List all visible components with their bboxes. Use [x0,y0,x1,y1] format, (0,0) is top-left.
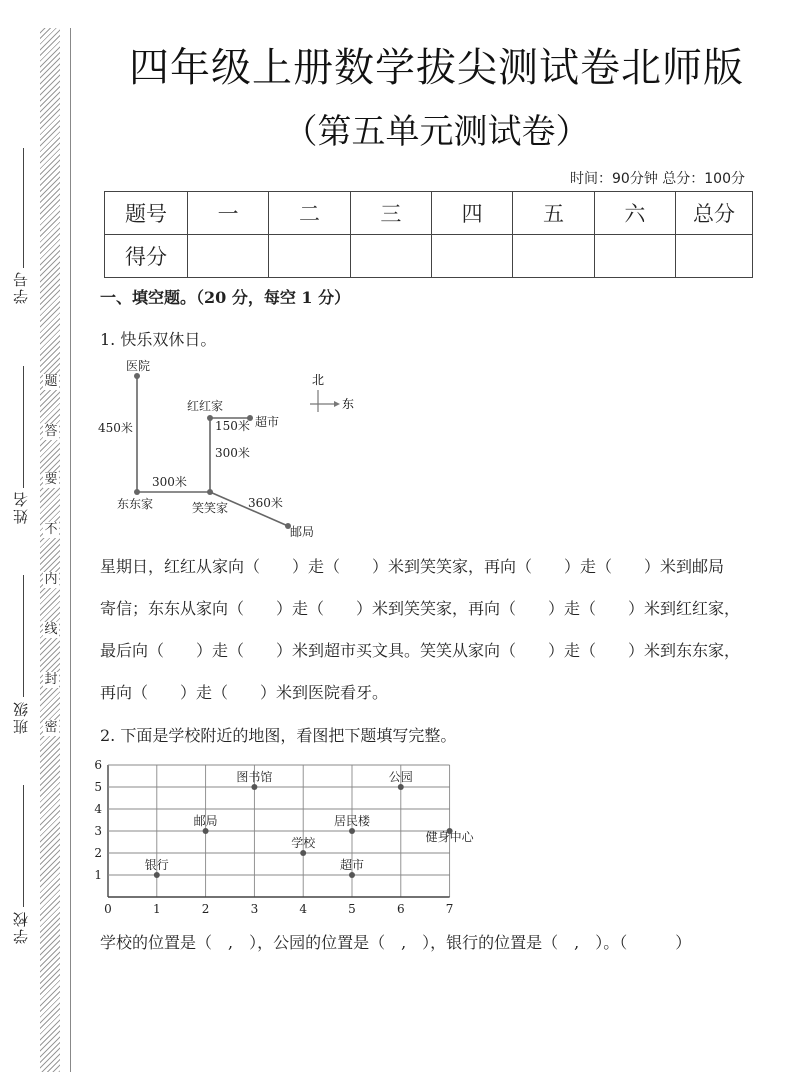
distance-300-vertical-label: 300米 [215,446,250,460]
section-heading: 一、填空题。（20 分，每空 1 分） [100,288,351,307]
seal-char: 要 [44,472,58,487]
map-point-marker [300,850,306,856]
class-label: 班级 [12,700,30,734]
map-point-label: 图书馆 [236,770,273,784]
y-tick-label: 4 [94,802,102,816]
x-tick-label: 5 [348,902,356,916]
compass [310,373,354,412]
score-cell[interactable] [676,235,753,278]
x-tick-label: 0 [104,902,112,916]
seal-char: 不 [44,522,58,537]
map-point-label: 公园 [388,770,413,784]
school-map-chart [92,754,482,916]
score-row-label: 得分 [105,235,188,278]
question-1-line: 最后向（ ）走（ ）米到超市买文具。笑笑从家向（ ）走（ ）米到东东家， [100,641,741,660]
east-label: 东 [342,397,355,411]
y-tick-label: 3 [94,824,102,838]
y-tick-label: 2 [94,846,102,860]
map-point-marker [349,872,355,878]
seal-char: 题 [44,374,58,389]
xiaoxiao-marker [207,489,213,495]
map-point-marker [349,828,355,834]
distance-300-horizontal-label: 300米 [152,475,187,489]
binding-margin [0,0,80,1072]
page-title: 四年级上册数学拔尖测试卷北师版 [129,45,744,91]
xiaoxiao-label: 笑笑家 [192,501,229,515]
school-line [23,785,24,907]
distance-150-label: 150米 [215,419,250,433]
seal-char: 答 [44,424,58,439]
table-header-cell: 题号 [105,192,188,235]
table-header-cell: 三 [350,192,431,235]
score-cell[interactable] [350,235,431,278]
map-point-label: 健身中心 [425,830,474,844]
x-tick-label: 4 [299,902,308,916]
east-arrow-icon [334,401,340,407]
map-point-label: 超市 [339,858,365,872]
x-tick-label: 6 [396,902,405,916]
x-tick-label: 2 [201,902,210,916]
question-1-line: 再向（ ）走（ ）米到医院看牙。 [100,683,389,702]
seal-char: 内 [44,572,58,587]
seal-char: 线 [44,622,58,637]
distance-450-label: 450米 [98,421,133,435]
student-id-label: 学号 [12,270,30,304]
question-2-text: 学校的位置是（ , ），公园的位置是（ , ），银行的位置是（ , ）。（ ） [100,933,692,952]
score-table-score-row [105,235,753,278]
map-point-marker [398,784,404,790]
question-1-line: 星期日，红红从家向（ ）走（ ）米到笑笑家，再向（ ）走（ ）米到邮局 [100,557,725,576]
question-1-prompt: 1. 快乐双休日。 [100,330,217,349]
binding-line [70,28,71,1072]
dongdong-marker [134,489,140,495]
class-line [23,575,24,697]
binding-hatch [40,28,60,1072]
name-label: 姓名 [12,490,30,524]
map-point-label: 学校 [291,836,316,850]
y-tick-label: 1 [94,868,102,882]
map-point-label: 居民楼 [333,814,371,828]
table-header-cell: 二 [269,192,350,235]
map-point-label: 邮局 [193,814,218,828]
honghong-marker [207,415,213,421]
time-info: 时间：90分钟 总分：100分 [570,171,745,187]
honghong-label: 红红家 [187,399,224,413]
hospital-label: 医院 [126,359,151,373]
map-point-marker [203,828,209,834]
student-id-line [23,148,24,268]
score-cell[interactable] [269,235,350,278]
score-table [104,191,753,278]
seal-char: 密 [44,720,58,735]
table-header-cell: 总分 [676,192,753,235]
table-header-cell: 一 [188,192,269,235]
supermarket-label: 超市 [255,415,280,429]
score-cell[interactable] [594,235,675,278]
y-tick-label: 6 [94,758,102,772]
table-header-cell: 四 [431,192,512,235]
name-line [23,366,24,488]
post-label: 邮局 [290,525,315,539]
map-point-label: 银行 [144,858,169,872]
score-cell[interactable] [188,235,269,278]
page-subtitle: （第五单元测试卷） [283,112,590,152]
map-point-marker [251,784,257,790]
seal-char: 封 [44,672,58,687]
dongdong-label: 东东家 [117,497,154,511]
route-diagram [90,352,370,548]
score-cell[interactable] [431,235,512,278]
table-header-cell: 五 [513,192,594,235]
y-tick-label: 5 [94,780,102,794]
x-tick-label: 1 [152,902,161,916]
map-point-marker [154,872,160,878]
x-tick-label: 7 [445,902,454,916]
question-1-line: 寄信；东东从家向（ ）走（ ）米到笑笑家，再向（ ）走（ ）米到红红家， [100,599,741,618]
table-header-cell: 六 [594,192,675,235]
score-cell[interactable] [513,235,594,278]
hospital-marker [134,373,140,379]
school-label: 学校 [12,910,30,944]
north-label: 北 [312,373,325,387]
question-2-prompt: 2. 下面是学校附近的地图，看图把下题填写完整。 [100,726,457,745]
distance-360-label: 360米 [248,496,283,510]
score-table-header-row [105,192,753,235]
x-tick-label: 3 [250,902,259,916]
